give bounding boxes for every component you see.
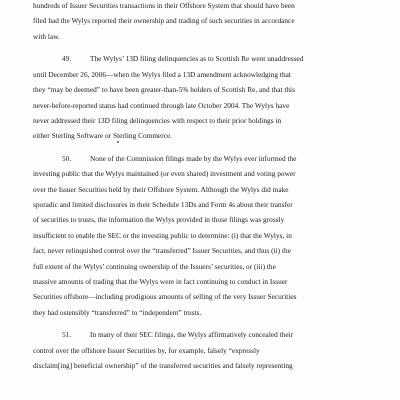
text-line: with law. xyxy=(33,31,60,41)
text-line: until December 26, 2006—when the Wylys filed a 13D amendment acknowledging that xyxy=(33,69,291,79)
paragraph-51-first-line xyxy=(62,330,293,339)
paragraph-number: 49. xyxy=(62,54,72,64)
text-line: of securities to trusts, the information the Wylys provided in those filings was grossly xyxy=(33,215,285,225)
text-line: In many of their SEC filings, the Wylys affirmatively concealed their xyxy=(90,330,294,340)
text-line: The Wylys’ 13D filing delinquencies as to Scottish Re went unaddressed xyxy=(90,54,304,64)
scan-speck xyxy=(117,141,119,143)
text-line: either Sterling Software or Sterling Commerce. xyxy=(33,131,173,141)
text-line: hundreds of Issuer Securities transactions in their Offshore System that should have been xyxy=(33,1,295,10)
text-line: full extent of the Wylys’ continuing ownership of the Issuers’ securities, or (iii) the xyxy=(33,261,276,271)
text-line: sporadic and limited disclosures in their Schedule 13Ds and Form 4s about their transfer xyxy=(33,200,293,209)
text-line: disclaim[ing] beneficial ownership” of the transferred securities and falsely representing xyxy=(33,361,293,371)
text-line: Securities offshore—including prodigious amounts of selling of the very Issuer Securities xyxy=(33,292,297,302)
paragraph-49-first-line xyxy=(62,54,303,63)
text-line: control over the offshore Issuer Securities by, for example, falsely “expressly xyxy=(33,345,260,355)
paragraph-number: 51. xyxy=(62,330,72,340)
text-line: filed had the Wylys reported their ownership and trading of such securities in accordance xyxy=(33,16,295,26)
text-line: never-before-reported status had continued through late October 2004. The Wylys have xyxy=(33,100,290,110)
text-line: insufficient to enable the SEC or the investing public to determine: (i) that the Wylys, in xyxy=(33,230,292,240)
text-line: they had ostensibly “transferred” to “independent” trusts. xyxy=(33,307,202,317)
text-line: None of the Commission filings made by the Wylys ever informed the xyxy=(90,153,297,163)
text-line: never addressed their 13D filing delinquencies with respect to their prior holdings in xyxy=(33,115,282,125)
paragraph-50-first-line xyxy=(62,154,296,163)
text-line: they “may be deemed” to have been greater-than-5% holders of Scottish Re, and that this xyxy=(33,85,295,95)
text-line: investing public that the Wylys maintained (or even shared) investment and voting power xyxy=(33,169,296,179)
paragraph-number: 50. xyxy=(62,153,72,163)
text-line: massive amounts of trading that the Wylys were in fact continuing to conduct in Issuer xyxy=(33,277,288,286)
text-line: over the Issuer Securities held by their Offshore System. Although the Wylys did make xyxy=(33,184,289,194)
text-line: fact, never relinquished control over the “transferred” Issuer Securities, and thus (ii) the xyxy=(33,246,291,256)
